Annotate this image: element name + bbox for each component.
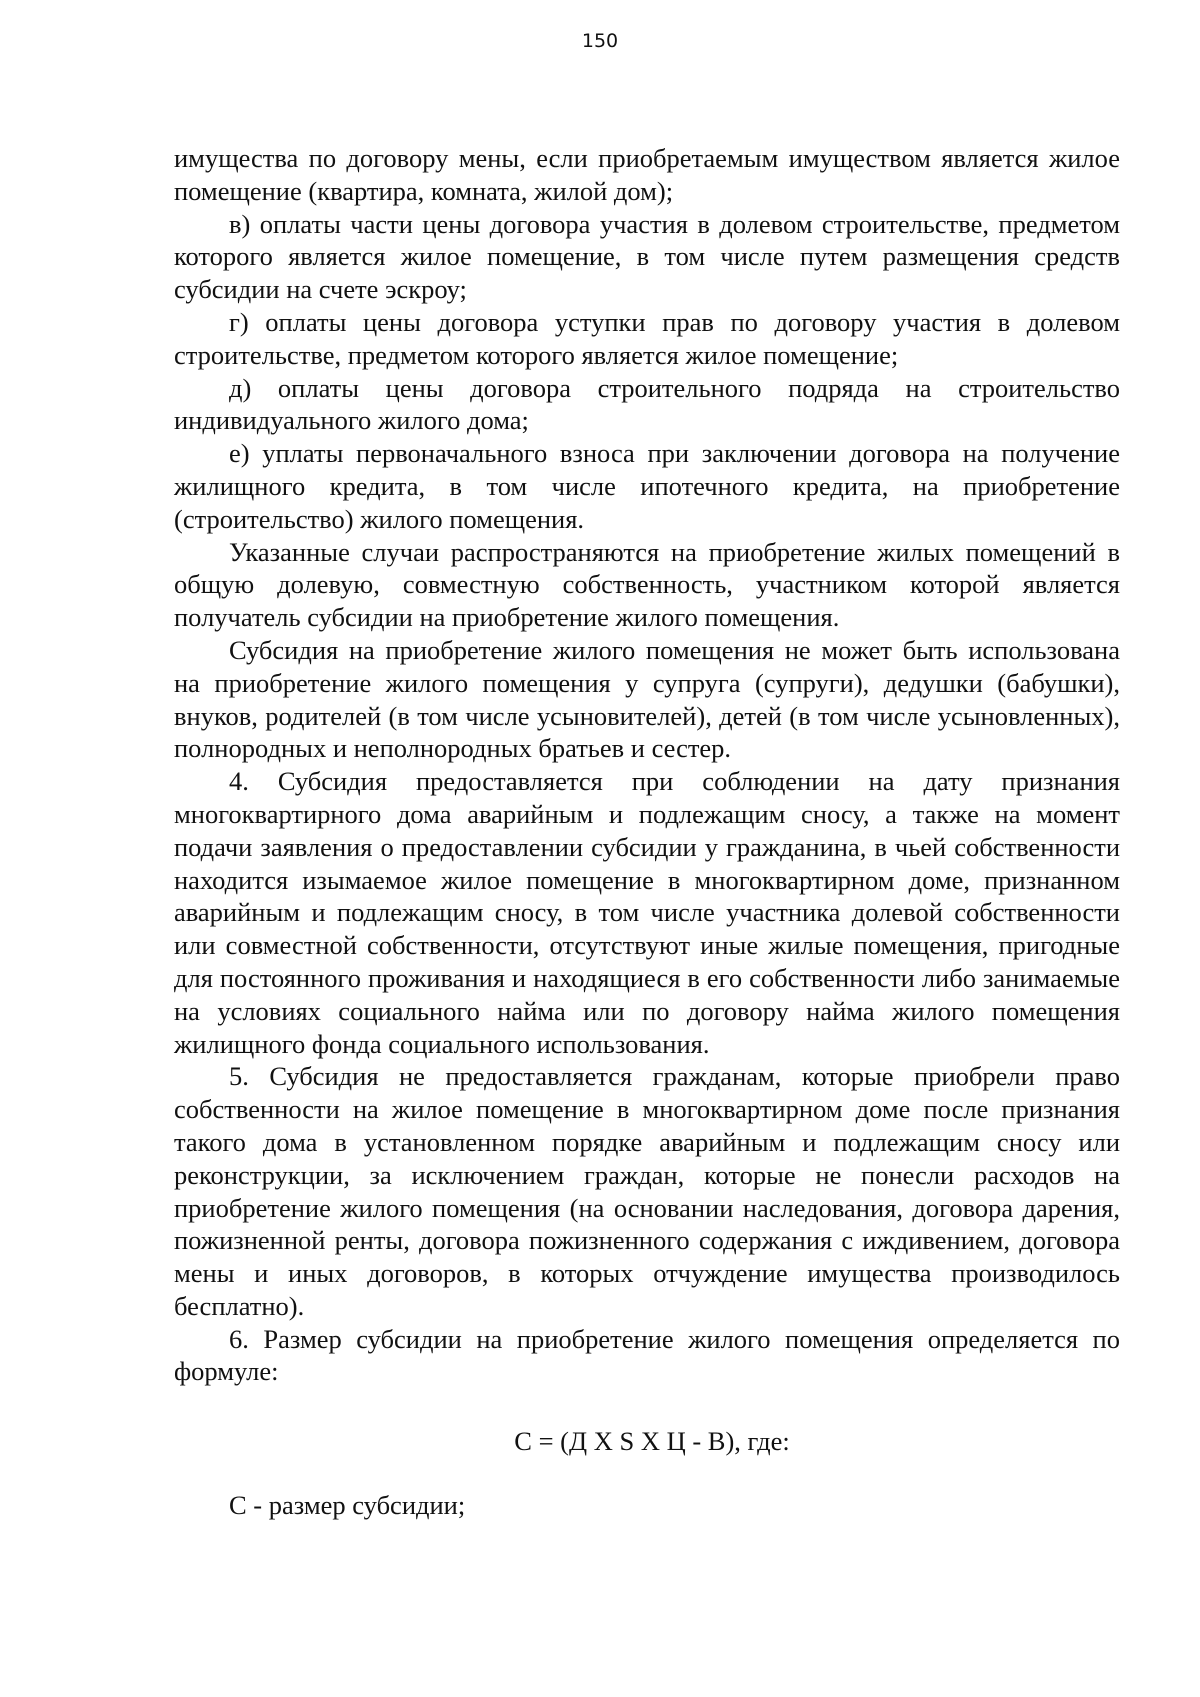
paragraph-3: г) оплаты цены договора уступки прав по договору участия в долевом строительстве, предметом которого является жилое помещение; — [174, 306, 1120, 370]
definition-item: С - размер субсидии; — [229, 1490, 466, 1521]
paragraph-5: е) уплаты первоначального взноса при заключении договора на получение жилищного кредита, в том числе ипотечного кредита, на приобретение (строительство) жилого помещения. — [174, 438, 1120, 534]
paragraph-9: 5. Субсидия не предоставляется гражданам, которые приобрели право собственности на жилое помещение в многоквартирном доме после признания такого дома в установленном порядке аварийным и подлежащим сносу или реконструкции, за исключением граждан, которые не понесли расходов на приобретение жилого помещения (на основании наследования, договора дарения, пожизненной ренты, договора пожизненного содержания с иждивением, договора мены и иных договоров, в которых отчуждение имущества производилось бесплатно). — [174, 1061, 1120, 1321]
formula: С = (Д Х S Х Ц - В), где: — [514, 1426, 790, 1457]
body-text — [174, 142, 1120, 1522]
paragraph-2: в) оплаты части цены договора участия в долевом строительстве, предметом которого является жилое помещение, в том числе путем размещения средств субсидии на счете эскроу; — [174, 208, 1120, 305]
paragraph-8: 4. Субсидия предоставляется при соблюдении на дату признания многоквартирного дома аварийным и подлежащим сносу, а также на момент подачи заявления о предоставлении субсидии у гражданина, в чьей собственности находится изымаемое жилое помещение в многоквартирном доме, признанном аварийным и подлежащим сносу, в том числе участника долевой собственности или совместной собственности, отсутствуют иные жилые помещения, пригодные для постоянного проживания и находящиеся в его собственности либо занимаемые на условиях социального найма или по договору найма жилого помещения жилищного фонда социального использования. — [174, 766, 1120, 1059]
paragraph-1: имущества по договору мены, если приобретаемым имуществом является жилое помещение (квартира, комната, жилой дом); — [174, 143, 1120, 206]
paragraph-7: Субсидия на приобретение жилого помещения не может быть использована на приобретение жилого помещения у супруга (супруги), дедушки (бабушки), внуков, родителей (в том числе усыновителей), детей (в том числе усыновленных), полнородных и неполнородных братьев и сестер. — [174, 634, 1120, 764]
page-number: 150 — [581, 30, 619, 52]
paragraph-6: Указанные случаи распространяются на приобретение жилых помещений в общую долевую, совместную собственность, участником которой является получатель субсидии на приобретение жилого помещения. — [174, 536, 1120, 633]
paragraph-4: д) оплаты цены договора строительного подряда на строительство индивидуального жилого дома; — [174, 372, 1120, 436]
paragraph-10: 6. Размер субсидии на приобретение жилого помещения определяется по формуле: — [174, 1323, 1120, 1387]
